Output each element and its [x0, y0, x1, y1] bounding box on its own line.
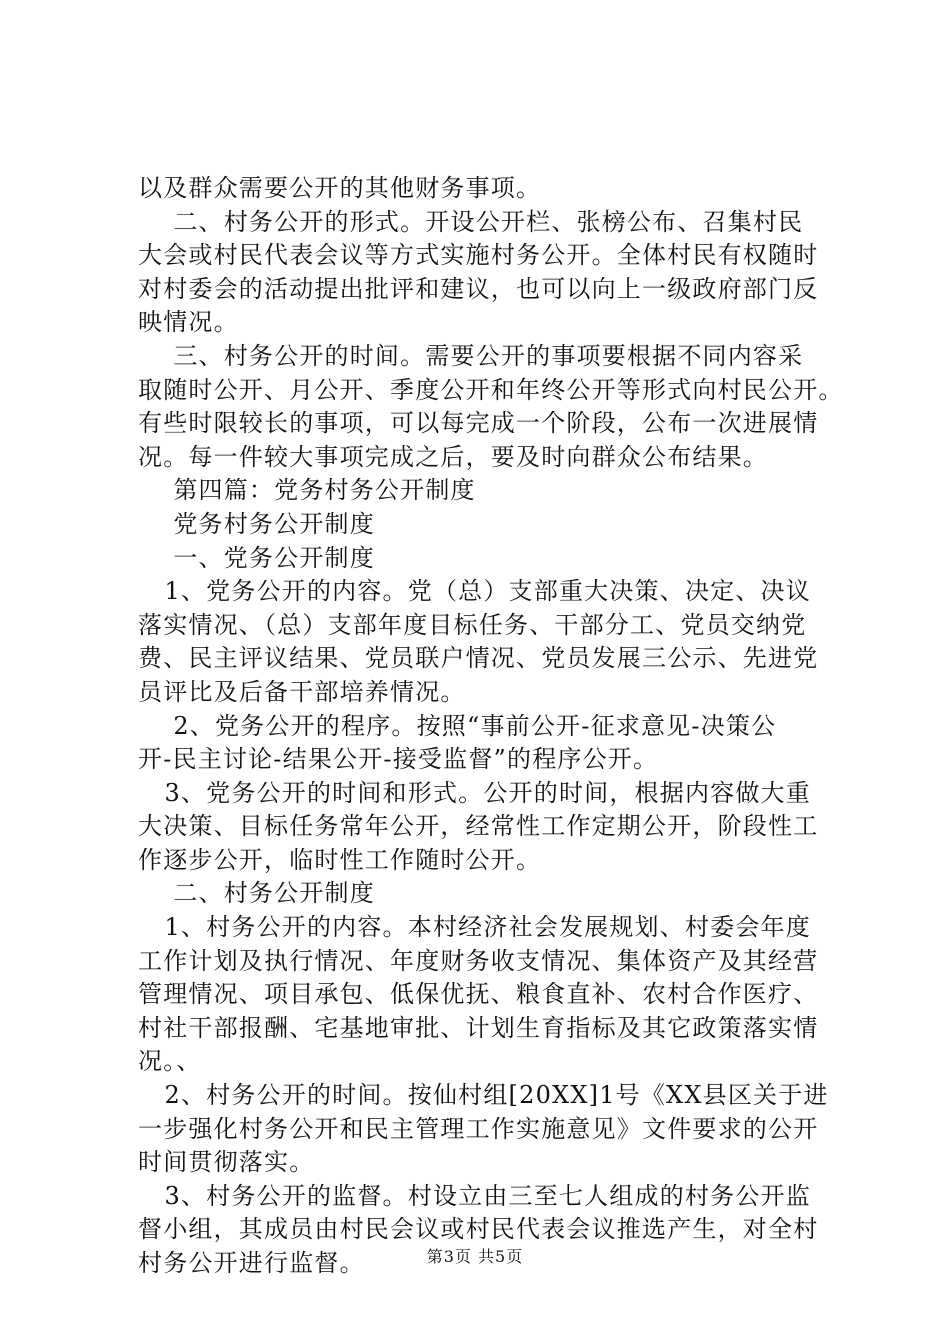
text-line: 费、民主评议结果、党员联户情况、党员发展三公示、先进党 [138, 644, 819, 673]
subsection-heading: 二、村务公开制度 [138, 879, 375, 908]
text-line: 一步强化村务公开和民主管理工作实施意见》文件要求的公开 [138, 1114, 819, 1143]
subsection-heading: 一、党务公开制度 [138, 543, 375, 572]
text-line: 督小组，其成员由村民会议或村民代表会议推选产生，对全村 [138, 1215, 819, 1244]
text-line: 况。每一件较大事项完成之后，要及时向群众公布结果。 [138, 442, 768, 471]
section-heading: 第四篇：党务村务公开制度 [138, 476, 476, 505]
text-line: 落实情况、（总）支部年度目标任务、干部分工、党员交纳党 [138, 610, 807, 639]
section-title: 党务村务公开制度 [138, 509, 375, 538]
page-number-footer: 第3页 共5页 [426, 1247, 524, 1266]
text-line: 况。、 [138, 1047, 202, 1076]
text-line: 大决策、目标任务常年公开，经常性工作定期公开，阶段性工 [138, 812, 819, 841]
text-line: 以及群众需要公开的其他财务事项。 [138, 174, 542, 202]
text-line: 二、村务公开的形式。开设公开栏、张榜公布、召集村民 [138, 207, 804, 236]
text-line: 1、党务公开的内容。党（总）支部重大决策、决定、决议 [138, 577, 811, 606]
text-line: 开-民主讨论-结果公开-接受监督”的程序公开。 [138, 745, 659, 774]
text-line: 工作计划及执行情况、年度财务收支情况、集体资产及其经营 [138, 946, 819, 975]
text-line: 有些时限较长的事项，可以每完成一个阶段，公布一次进展情 [138, 409, 819, 438]
document-body [138, 172, 844, 1281]
text-line: 村务公开进行监督。 [138, 1249, 365, 1277]
text-line: 村社干部报酬、宅基地审批、计划生育指标及其它政策落实情 [138, 1013, 819, 1042]
text-line: 取随时公开、月公开、季度公开和年终公开等形式向村民公开。 [138, 375, 844, 404]
text-line: 时间贯彻落实。 [138, 1148, 315, 1177]
text-line: 大会或村民代表会议等方式实施村务公开。全体村民有权随时 [138, 241, 819, 270]
text-line: 对村委会的活动提出批评和建议，也可以向上一级政府部门反 [138, 274, 819, 303]
text-line: 2、村务公开的时间。按仙村组[20XX]1号《XX县区关于进 [138, 1081, 829, 1110]
text-line: 管理情况、项目承包、低保优抚、粮食直补、农村合作医疗、 [138, 980, 819, 1009]
text-line: 作逐步公开，临时性工作随时公开。 [138, 845, 542, 874]
text-line: 员评比及后备干部培养情况。 [138, 677, 466, 706]
text-line: 2、党务公开的程序。按照“事前公开-征求意见-决策公 [138, 711, 777, 740]
text-line: 映情况。 [138, 308, 239, 337]
text-line: 三、村务公开的时间。需要公开的事项要根据不同内容采 [138, 341, 804, 370]
text-line: 1、村务公开的内容。本村经济社会发展规划、村委会年度 [138, 913, 811, 942]
text-line: 3、党务公开的时间和形式。公开的时间，根据内容做大重 [138, 778, 811, 807]
text-line: 3、村务公开的监督。村设立由三至七人组成的村务公开监 [138, 1181, 811, 1210]
